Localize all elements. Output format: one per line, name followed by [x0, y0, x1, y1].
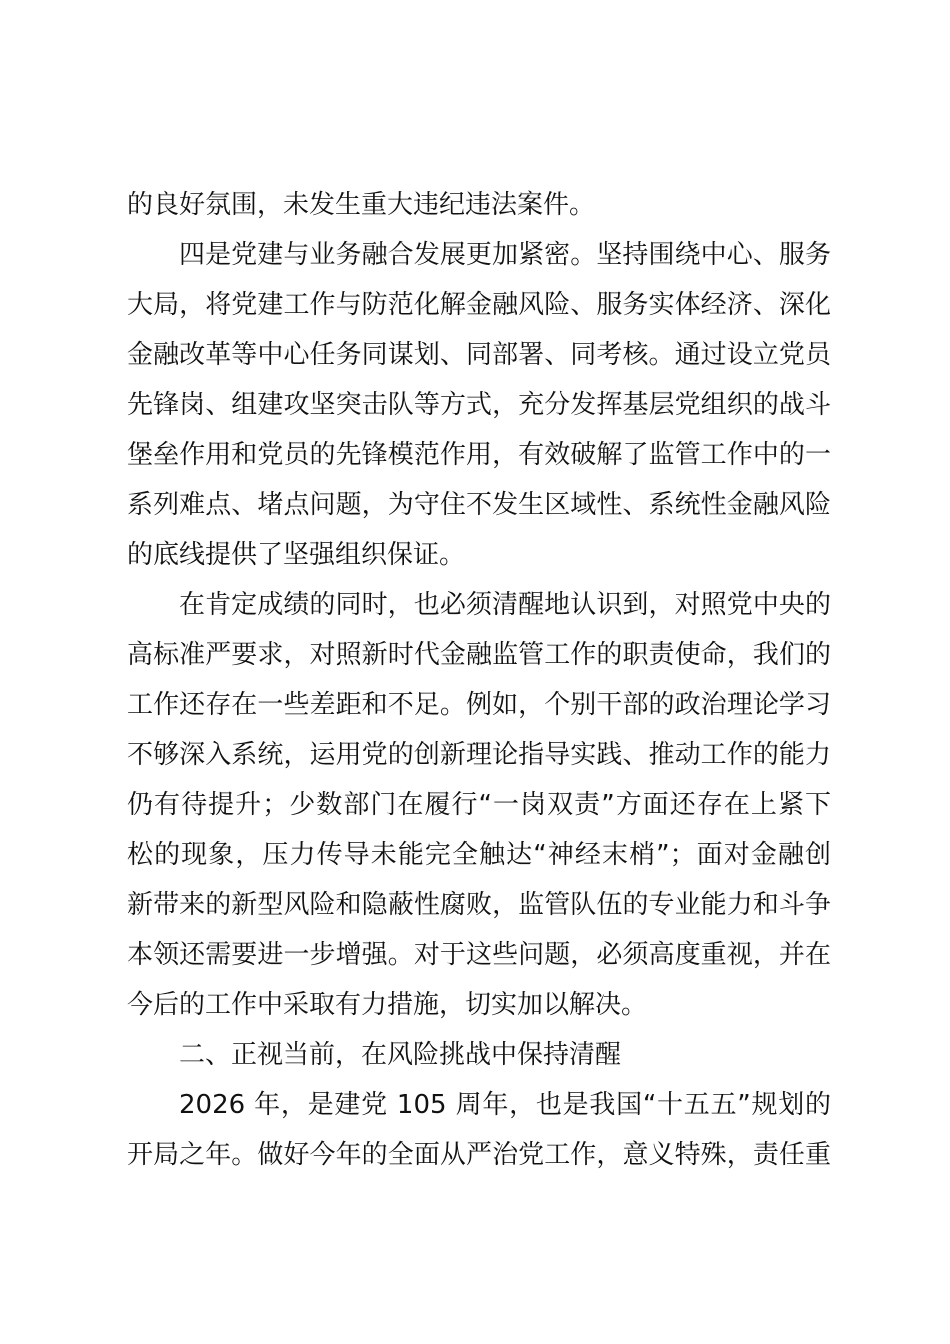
text-line: 大局，将党建工作与防范化解金融风险、服务实体经济、深化 — [127, 290, 831, 320]
text-line: 今后的工作中采取有力措施，切实加以解决。 — [127, 990, 648, 1020]
text-line: 的良好氛围，未发生重大违纪违法案件。 — [127, 190, 596, 220]
text-line: 系列难点、堵点问题，为守住不发生区域性、系统性金融风险 — [127, 490, 831, 520]
text-line: 高标准严要求，对照新时代金融监管工作的职责使命，我们的 — [127, 640, 831, 670]
text-line: 堡垒作用和党员的先锋模范作用，有效破解了监管工作中的一 — [127, 440, 831, 470]
text-line: 金融改革等中心任务同谋划、同部署、同考核。通过设立党员 — [127, 340, 831, 370]
text-line: 开局之年。做好今年的全面从严治党工作，意义特殊，责任重 — [127, 1140, 831, 1170]
text-line: 在肯定成绩的同时，也必须清醒地认识到，对照党中央的 — [179, 590, 831, 620]
text-line: 工作还存在一些差距和不足。例如，个别干部的政治理论学习 — [127, 690, 831, 720]
document-body — [127, 180, 831, 1180]
text-line: 松的现象，压力传导未能完全触达“神经末梢”；面对金融创 — [127, 840, 831, 870]
text-line: 先锋岗、组建攻坚突击队等方式，充分发挥基层党组织的战斗 — [127, 390, 831, 420]
text-line: 新带来的新型风险和隐蔽性腐败，监管队伍的专业能力和斗争 — [127, 890, 831, 920]
text-line: 的底线提供了坚强组织保证。 — [127, 540, 466, 570]
section-heading: 二、正视当前，在风险挑战中保持清醒 — [179, 1040, 622, 1070]
text-line: 本领还需要进一步增强。对于这些问题，必须高度重视，并在 — [127, 940, 831, 970]
text-line: 四是党建与业务融合发展更加紧密。坚持围绕中心、服务 — [179, 240, 831, 270]
text-line: 不够深入系统，运用党的创新理论指导实践、推动工作的能力 — [127, 740, 831, 770]
text-line: 2026 年，是建党 105 周年，也是我国“十五五”规划的 — [179, 1090, 831, 1120]
text-line: 仍有待提升；少数部门在履行“一岗双责”方面还存在上紧下 — [127, 790, 831, 820]
